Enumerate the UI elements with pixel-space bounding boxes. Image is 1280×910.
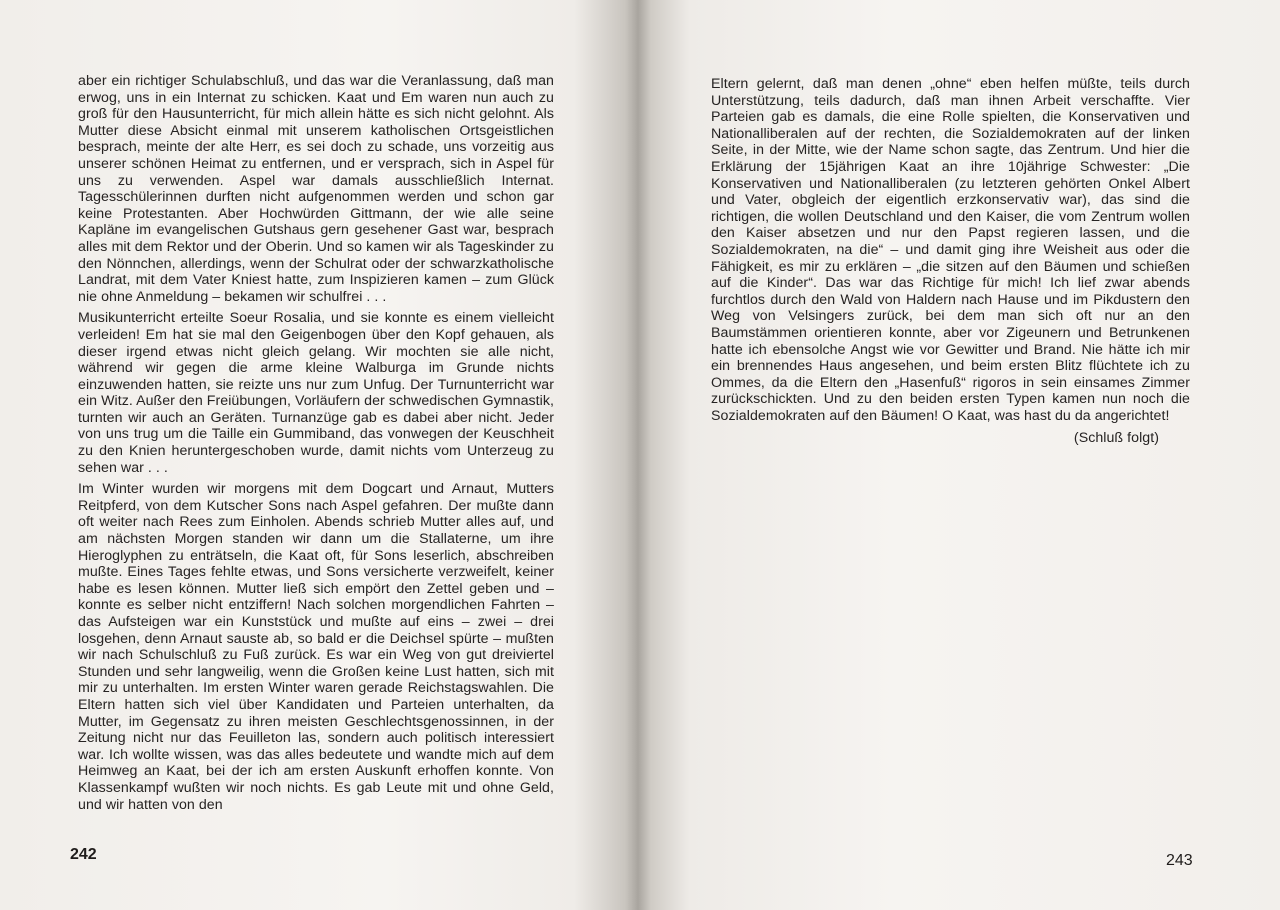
paragraph: Im Winter wurden wir morgens mit dem Dogcart und Arnaut, Mutters Reitpferd, von dem Kutscher Sons nach Aspel gefahren. Der mußte dann oft weiter nach Rees zum Einholen. Abends schrieb Mutter alles auf, und am nächsten Morgen standen wir dann um die Stallaterne, um ihre Hieroglyphen zu enträtseln, die Kaat oft, für Sons leserlich, abschreiben mußte. Eines Tages fehlte etwas, und Sons versicherte verzweifelt, keiner habe es lesen können. Mutter ließ sich empört den Zettel geben und – konnte es selber nicht entziffern! Nach solchen morgendlichen Fahrten – das Aufsteigen war ein Kunststück und mußte auf eins – zwei – drei losgehen, denn Arnaut sauste ab, so bald er die Deichsel spürte – mußten wir nach Schulschluß zu Fuß zurück. Es war ein Weg von gut dreiviertel Stunden und sehr langweilig, wenn die Großen keine Lust hatten, sich mit mir zu unterhalten. Im ersten Winter waren gerade Reichstagswahlen. Die Eltern hatten sich viel über Kandidaten und Parteien unterhalten, da Mutter, im Gegensatz zu ihren meisten Geschlechtsgenossinnen, in der Zeitung nicht nur das Feuilleton las, sondern auch politisch interessiert war. Ich wollte wissen, was das alles bedeutete und wandte mich auf dem Heimweg an Kaat, bei der ich am ersten Auskunft erhoffen konnte. Von Klassenkampf wußten wir noch nichts. Es gab Leute mit und ohne Geld, und wir hatten von den [78, 481, 554, 813]
paragraph: aber ein richtiger Schulabschluß, und das war die Veranlassung, daß man erwog, uns in ein Internat zu schicken. Kaat und Em waren nun auch zu groß für den Hausunterricht, für mich allein hätte es sich nicht gelohnt. Als Mutter diese Absicht einmal mit unserem katholischen Ortsgeistlichen besprach, meinte der alte Herr, es sei doch zu schade, uns vorzeitig aus unserer schönen Heimat zu entfernen, und er versprach, sich in Aspel für uns zu verwenden. Aspel war damals ausschließlich Internat. Tagesschülerinnen durften nicht aufgenommen werden und schon gar keine Protestanten. Aber Hochwürden Gittmann, der wie alle seine Kapläne im evangelischen Gutshaus gern gesehener Gast war, besprach alles mit dem Rektor und der Oberin. Und so kamen wir als Tageskinder zu den Nönnchen, allerdings, wenn der Schulrat oder der schwarzkatholische Landrat, mit dem Vater Kniest hatte, zum Inspizieren kamen – zum Glück nie ohne Anmeldung – bekamen wir schulfrei . . . [78, 73, 554, 305]
paragraph: Musikunterricht erteilte Soeur Rosalia, und sie konnte es einem vielleicht verleiden! Em hat sie mal den Geigenbogen über den Kopf gehauen, als dieser irgend etwas nicht gleich gelang. Wir mochten sie alle nicht, während wir gegen die arme kleine Walburga im Grunde nichts einzuwenden hatten, sie reizte uns nur zum Unfug. Der Turnunterricht war ein Witz. Außer den Freiübungen, Vorläufern der schwedischen Gymnastik, turnten wir auch an Geräten. Turnanzüge gab es dabei aber nicht. Jeder von uns trug um die Taille ein Gummiband, das vonwegen der Keuschheit zu den Knien heruntergeschoben wurde, damit nichts vom Unterzeug zu sehen war . . . [78, 310, 554, 476]
left-page [0, 0, 638, 910]
page-number: 242 [70, 846, 97, 863]
right-page [638, 0, 1280, 910]
paragraph: Eltern gelernt, daß man denen „ohne“ eben helfen müßte, teils durch Unterstützung, teils dadurch, daß man ihnen Arbeit verschaffte. Vier Parteien gab es damals, die eine Rolle spielten, die Konservativen und Nationalliberalen auf der rechten, die Sozialdemokraten auf der linken Seite, in der Mitte, wie der Name schon sagte, das Zentrum. Und hier die Erklärung der 15jährigen Kaat an ihre 10jährige Schwester: „Die Konservativen und Nationalliberalen (zu letzteren gehörten Onkel Albert und Vater, obgleich der eigentlich erzkonservativ war), das sind die richtigen, die wollen Deutschland und den Kaiser, die vom Zentrum wollen den Kaiser absetzen und nur den Papst regieren lassen, und die Sozialdemokraten, na die“ – und damit ging ihre Weisheit aus oder die Fähigkeit, es mir zu erklären – „die sitzen auf den Bäumen und schießen auf die Kinder“. Das war das Richtige für mich! Ich lief zwar abends furchtlos durch den Wald von Haldern nach Hause und im Pikdustern den Weg von Velsingers zurück, bei dem man sich oft nur an den Baumstämmen orientieren konnte, aber vor Zigeunern und Betrunkenen hatte ich ebensolche Angst wie vor Gewitter und Brand. Nie hätte ich mir ein brennendes Haus angesehen, und beim ersten Blitz flüchtete ich zu Ommes, da die Eltern den „Hasenfuß“ rigoros in sein einsames Zimmer zurückschickten. Und zu den beiden ersten Typen kamen nun noch die Sozialdemokraten auf den Bäumen! O Kaat, was hast du da angerichtet! [711, 76, 1190, 424]
left-page-text [78, 73, 554, 813]
signoff: (Schluß folgt) [1073, 430, 1159, 447]
right-page-text [711, 76, 1190, 447]
page-number: 243 [1166, 852, 1193, 869]
